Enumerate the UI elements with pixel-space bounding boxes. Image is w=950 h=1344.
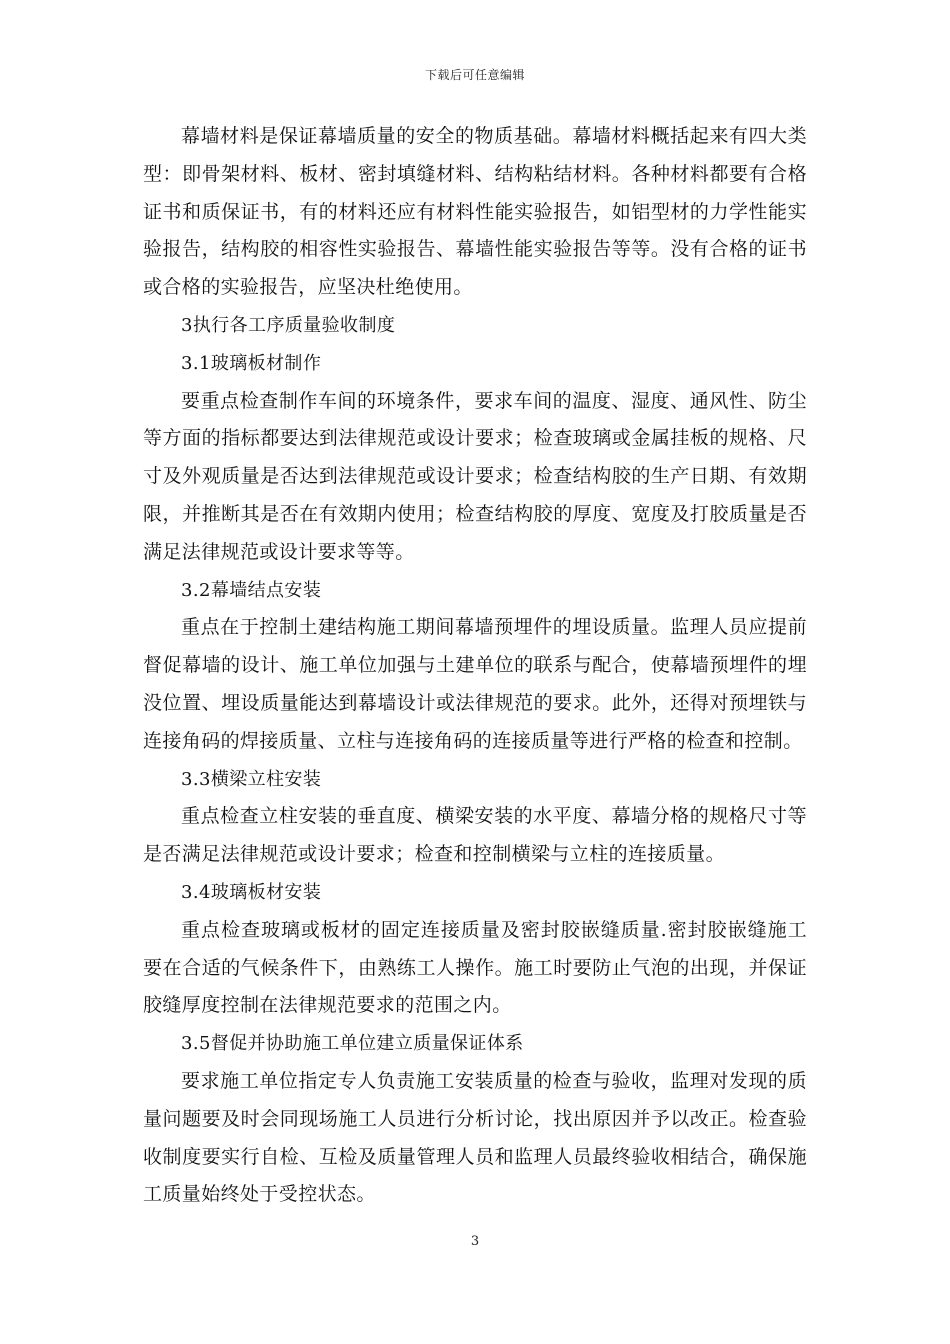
- paragraph-3-1: 要重点检查制作车间的环境条件，要求车间的温度、湿度、通风性、防尘等方面的指标都要达到法律规范或设计要求；检查玻璃或金属挂板的规格、尺寸及外观质量是否达到法律规范或设计要求；检查结构胶的生产日期、有效期限，并推断其是否在有效期内使用；检查结构胶的厚度、宽度及打胶质量是否满足法律规范或设计要求等等。: [143, 389, 807, 563]
- page-header: 下载后可任意编辑: [424, 68, 525, 82]
- page-number: 3: [470, 1234, 480, 1249]
- subsection-heading-3-2: 3.2幕墙结点安装: [181, 579, 322, 601]
- paragraph-3-4: 重点检查玻璃或板材的固定连接质量及密封胶嵌缝质量.密封胶嵌缝施工要在合适的气候条件下，由熟练工人操作。施工时要防止气泡的出现，并保证胶缝厚度控制在法律规范要求的范围之内。: [143, 918, 807, 1017]
- subsection-heading-3-5: 3.5督促并协助施工单位建立质量保证体系: [181, 1033, 524, 1055]
- paragraph-3-3: 重点检查立柱安装的垂直度、横梁安装的水平度、幕墙分格的规格尺寸等是否满足法律规范或设计要求；检查和控制横梁与立柱的连接质量。: [143, 805, 807, 866]
- subsection-heading-3-3: 3.3横梁立柱安装: [181, 768, 322, 790]
- paragraph-3-2: 重点在于控制土建结构施工期间幕墙预埋件的埋设质量。监理人员应提前督促幕墙的设计、施工单位加强与土建单位的联系与配合，使幕墙预埋件的埋没位置、埋设质量能达到幕墙设计或法律规范的要求。此外，还得对预埋铁与连接角码的焊接质量、立柱与连接角码的连接质量等进行严格的检查和控制。: [143, 616, 807, 752]
- paragraph-3-5: 要求施工单位指定专人负责施工安装质量的检查与验收，监理对发现的质量问题要及时会同现场施工人员进行分析讨论，找出原因并予以改正。检查验收制度要实行自检、互检及质量管理人员和监理人员最终验收相结合，确保施工质量始终处于受控状态。: [143, 1069, 807, 1206]
- subsection-heading-3-1: 3.1玻璃板材制作: [181, 352, 322, 374]
- paragraph-materials: 幕墙材料是保证幕墙质量的安全的物质基础。幕墙材料概括起来有四大类型：即骨架材料、板材、密封填缝材料、结构粘结材料。各种材料都要有合格证书和质保证书，有的材料还应有材料性能实验报告，如铝型材的力学性能实验报告，结构胶的相容性实验报告、幕墙性能实验报告等等。没有合格的证书或合格的实验报告，应坚决杜绝使用。: [143, 125, 807, 299]
- subsection-heading-3-4: 3.4玻璃板材安装: [181, 881, 322, 903]
- section-heading-3: 3执行各工序质量验收制度: [181, 314, 396, 336]
- document-body: [143, 118, 807, 1214]
